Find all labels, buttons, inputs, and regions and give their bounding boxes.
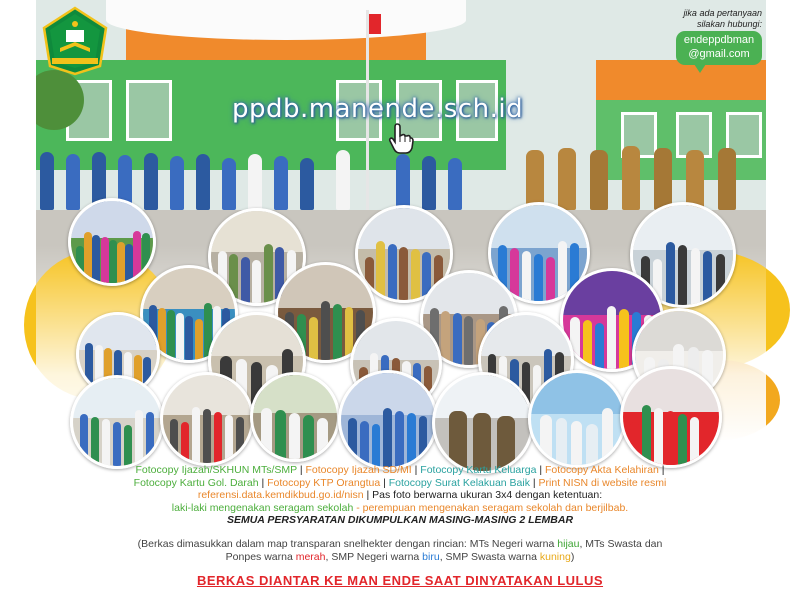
- req-akta-kelahiran: Fotocopy Akta Kelahiran: [545, 464, 659, 476]
- collage-photo: [70, 375, 164, 469]
- req-kartu-keluarga: Fotocopy Kartu Keluarga: [420, 464, 537, 476]
- note-text: (Berkas dimasukkan dalam map transparan snelhekter dengan rincian: MTs Negeri warna: [137, 538, 558, 550]
- separator: |: [363, 489, 373, 501]
- note-color-blue: biru: [422, 551, 440, 563]
- note-text: , SMP Swasta warna: [439, 551, 540, 563]
- req-foto-perempuan: - perempuan mengenakan seragam sekolah dan berjilbab.: [353, 501, 629, 514]
- note-text: , MTs Swasta dan Ponpes warna: [225, 538, 663, 563]
- note-color-yellow: kuning: [539, 551, 571, 563]
- separator: |: [380, 476, 389, 489]
- collage-photo: [338, 370, 438, 470]
- separator: |: [411, 464, 421, 476]
- contact-prompt-line2: silakan hubungi:: [696, 19, 762, 29]
- req-gol-darah: Fotocopy Kartu Gol. Darah: [133, 476, 259, 489]
- req-ktp-orangtua: Fotocopy KTP Orangtua: [267, 476, 381, 489]
- nisn-link[interactable]: referensi.data.kemdikbud.go.id/nisn: [197, 489, 364, 501]
- note-text: ): [570, 551, 575, 563]
- req-ijazah-mts: Fotocopy Ijazah/SKHUN MTs/SMP: [135, 464, 297, 476]
- note-text: , SMP Negeri warna: [325, 551, 423, 563]
- collage-photo: [620, 366, 722, 468]
- separator: |: [658, 464, 665, 476]
- collage-photo: [528, 370, 626, 468]
- website-url[interactable]: ppdb.manende.sch.id: [232, 94, 524, 124]
- req-print-nisn: Print NISN di website resmi: [538, 476, 667, 489]
- collage-photo: [432, 372, 534, 474]
- note-color-red: merah: [295, 551, 326, 563]
- separator: |: [258, 476, 268, 489]
- submission-footer: BERKAS DIANTAR KE MAN ENDE SAAT DINYATAKAN LULUS: [196, 573, 604, 588]
- folder-color-note: [128, 538, 672, 564]
- collage-photo: [160, 372, 254, 466]
- req-foto-laki-laki: laki-laki mengenakan seragam sekolah: [171, 501, 354, 514]
- contact-prompt-line1: jika ada pertanyaan: [683, 8, 762, 18]
- req-ijazah-sd: Fotocopy Ijazah SD/MI: [305, 464, 412, 476]
- collect-note: SEMUA PERSYARATAN DIKUMPULKAN MASING-MASING 2 LEMBAR: [226, 514, 574, 526]
- requirements-list: [100, 464, 700, 527]
- separator: |: [529, 476, 539, 489]
- email-line1: endeppdbman: [683, 34, 755, 46]
- req-surat-kelakuan-baik: Fotocopy Surat Kelakuan Baik: [388, 476, 530, 489]
- separator: |: [296, 464, 306, 476]
- email-line2: @gmail.com: [688, 48, 750, 60]
- note-color-green: hijau: [557, 538, 580, 550]
- separator: |: [536, 464, 546, 476]
- req-pas-foto: Pas foto berwarna ukuran 3x4 dengan ketentuan:: [372, 489, 603, 501]
- collage-photo: [250, 372, 340, 462]
